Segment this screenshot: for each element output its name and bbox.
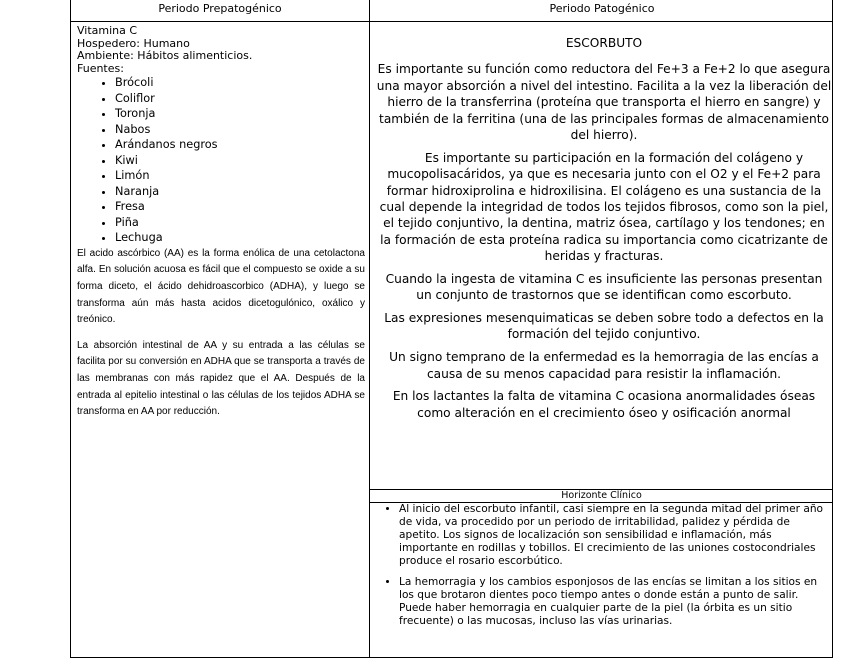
list-item: • Lechuga — [115, 230, 365, 246]
disease-title: ESCORBUTO — [565, 36, 643, 50]
list-item: • Piña — [115, 215, 365, 231]
infant-paragraph: En los lactantes la falta de vitamina C ocasiona anormalidades óseas como alteración en el crecimiento óseo y osificación anormal — [392, 389, 816, 420]
absorption-paragraph: La absorción intestinal de AA y su entrada a las células se facilita por su conversión en ADHA que se transporta a través de las membranas con más rapidez que el AA. Después de la entrada al epitelio intestinal o las células de los tejidos ADHA se transforma en AA por reducción. — [77, 339, 365, 418]
host-line: Hospedero: Humano — [77, 36, 190, 50]
list-item: • Limón — [115, 168, 365, 184]
natural-history-table — [70, 0, 833, 658]
list-item: • Toronja — [115, 106, 365, 122]
header-patogenic: Periodo Patogénico — [549, 2, 655, 15]
list-item: • Al inicio del escorbuto infantil, casi siempre en la segunda mitad del primer año de vida, va procedido por un periodo de irritabilidad, palidez y pérdida de apetito. Los signos de localización son sensibilidad e inflamación, más importante en rodillas y tobillos. El crecimiento de las uniones costocondriales produce el rosario escorbútico. — [399, 503, 831, 568]
list-item: • Arándanos negros — [115, 137, 365, 153]
collagen-paragraph: Es importante su participación en la formación del colágeno y mucopolisacáridos, ya que es necesaria junto con el O2 y el Fe+2 para formar hidroxiprolina e hidroxilisina. El colágeno es una sustancia de la cual depende la integridad de todos los tejidos fibrosos, como son la piel, el tejido conjuntivo, la dentina, matriz ósea, cartílago y los tendones; en la formación de esta proteína radica su importancia como cicatrizante de heridas y fracturas. — [379, 150, 829, 264]
deficiency-paragraph: Cuando la ingesta de vitamina C es insuficiente las personas presentan un conjunto de trastornos que se identifican como escorbuto. — [385, 271, 823, 303]
vitamin-line: Vitamina C — [77, 24, 138, 37]
sources-label: Fuentes: — [77, 61, 124, 75]
ascorbic-acid-paragraph: El acido ascórbico (AA) es la forma enólica de una cetolactona alfa. En solución acuosa es fácil que el compuesto se oxide a su forma diceto, el ácido dehidroascorbico (ADHA), y luego se transforma aún más hasta acidos dicetogulónico, oxálico y treónico. — [77, 247, 365, 326]
clinical-signs-list — [383, 503, 831, 628]
clinical-horizon-cell — [383, 503, 831, 636]
list-item: • Naranja — [115, 184, 365, 200]
header-divider — [71, 21, 832, 22]
column-divider — [369, 0, 370, 657]
list-item: • Coliflor — [115, 91, 365, 107]
prepatogenic-cell — [77, 25, 365, 421]
mesenchymal-paragraph: Las expresiones mesenquimaticas se deben sobre todo a defectos en la formación del tejido conjuntivo. — [384, 310, 824, 342]
environment-line: Ambiente: Hábitos alimenticios. — [77, 49, 253, 63]
patogenic-cell — [376, 23, 832, 427]
list-item: • Brócoli — [115, 75, 365, 91]
list-item: • La hemorragia y los cambios esponjosos de las encías se limitan a los sitios en los que brotaron dientes poco tiempo antes o donde están a punto de salir. Puede haber hemorragia en cualquier parte de la piel (la órbita es un sitio frecuente) o las mucosas, incluso las vías urinarias. — [399, 576, 831, 628]
list-item: • Fresa — [115, 199, 365, 215]
sources-list — [77, 75, 365, 246]
list-item: • Kiwi — [115, 153, 365, 169]
header-prepatogenic: Periodo Prepatogénico — [158, 2, 282, 15]
iron-paragraph: Es importante su función como reductora del Fe+3 a Fe+2 lo que asegura una mayor absorción a nivel del intestino. Facilita a la vez la liberación del hierro de la transferrina (proteína que transporta el hierro en sangre) y también de la ferritina (una de las principales formas de almacenamiento del hierro). — [376, 62, 832, 143]
clinical-horizon-header: Horizonte Clínico — [370, 489, 833, 503]
early-sign-paragraph: Un signo temprano de la enfermedad es la hemorragia de las encías a causa de su menos capacidad para resistir la inflamación. — [389, 350, 819, 381]
list-item: • Nabos — [115, 122, 365, 138]
